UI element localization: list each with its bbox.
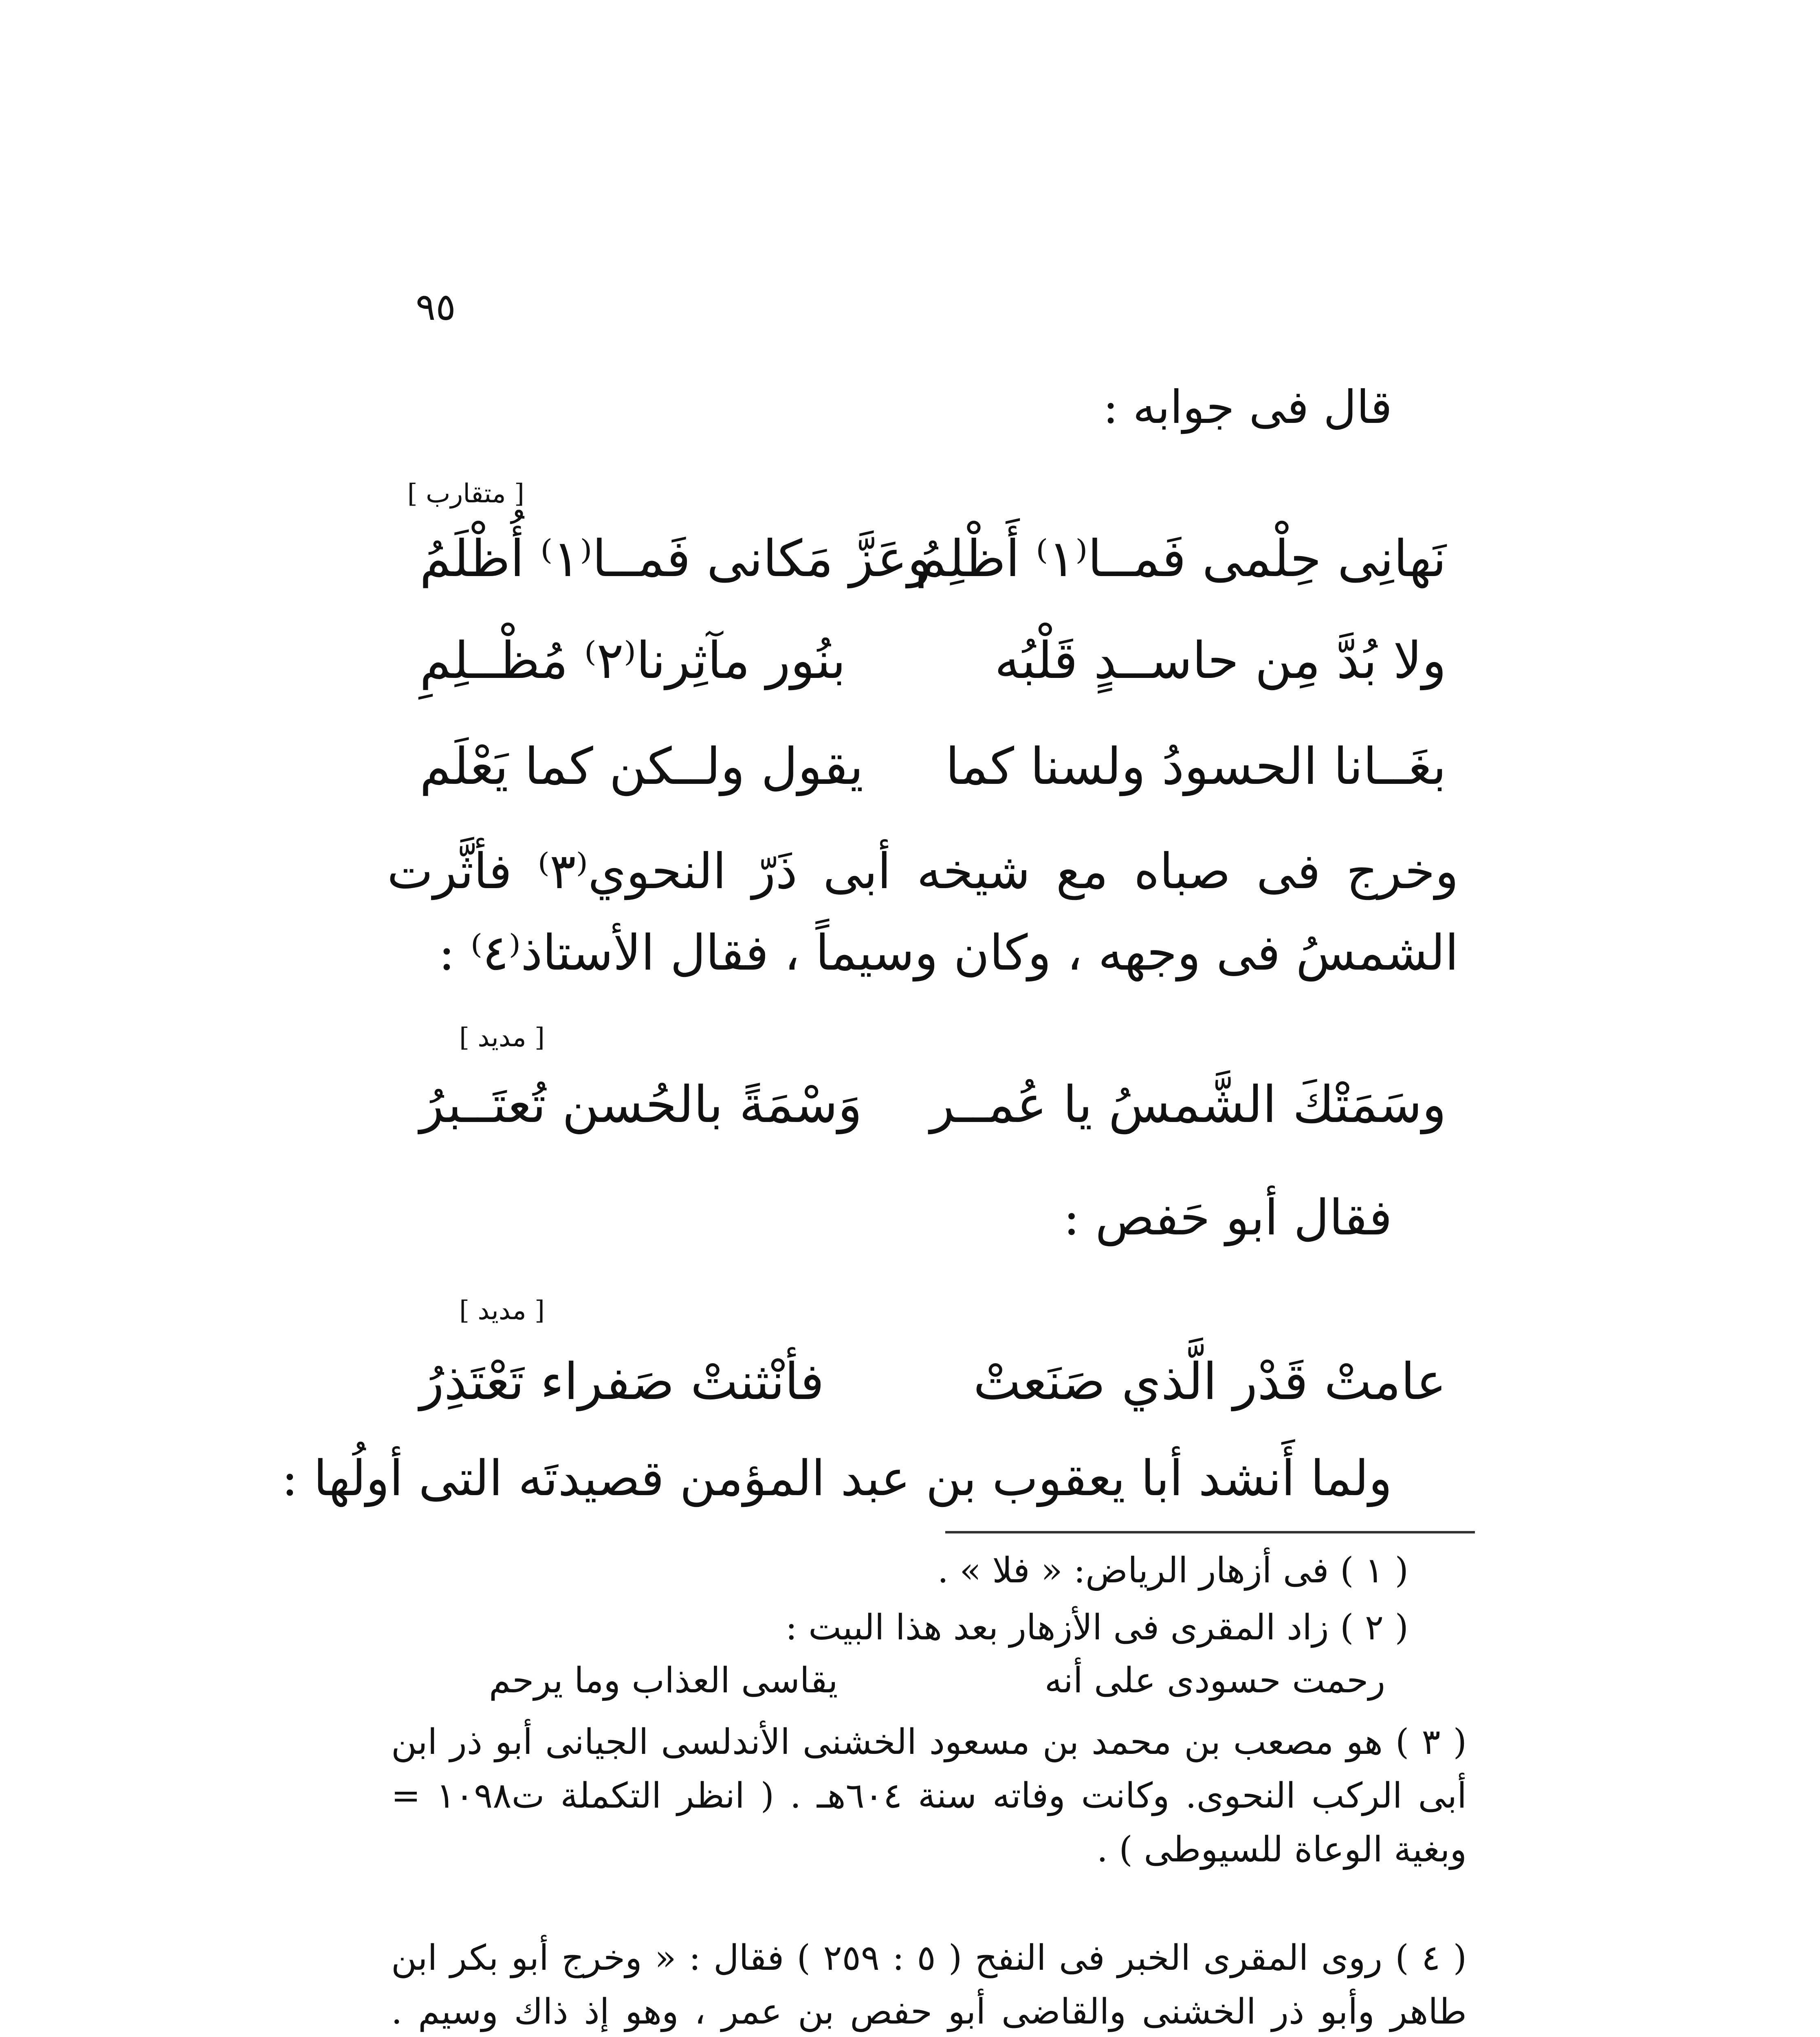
verse-hemistich-first: رحمت حسودى على أنه	[1044, 1660, 1385, 1701]
footnote-3: ( ٣ ) هو مصعب بن محمد بن مسعود الخشنى الأندلسى الجيانى أبو ذر ابن أبى الركب النحوى. وكانت وفاته سنة ٦٠٤هـ . ( انظر التكملة ت١٠٩٨ = وبغية الوعاة للسيوطى ) .	[391, 1722, 1467, 1870]
verse-line	[420, 737, 1446, 815]
verse-hemistich-first: نَهانِى حِلْمى فَمــا⁽١⁾ أَظْلِمُ	[915, 530, 1446, 588]
section-heading: قال فى جوابه :	[1103, 381, 1392, 434]
footnote-1: ( ١ ) فى أزهار الرياض: « فلا » .	[937, 1550, 1408, 1591]
prose-line: فقال أبو حَفص :	[1063, 1190, 1392, 1246]
prose-line: ولما أَنشد أبا يعقوب بن عبد المؤمن قصيدتَه التى أولُها :	[281, 1450, 1392, 1507]
prose-paragraph: وخرج فى صباه مع شيخه أبى ذَرّ النحوي⁽٣⁾ فأثَّرت الشمسُ فى وجهه ، وكان وسيماً ، فقال الأستاذ⁽٤⁾ :	[387, 843, 1459, 981]
verse-line	[420, 1076, 1446, 1153]
verse-hemistich-second: فأنْثنتْ صَفراء تَعْتَذِرُ	[420, 1353, 824, 1411]
verse-hemistich-second: يقاسى العذاب وما يرحم	[489, 1660, 838, 1701]
verse-line	[420, 631, 1446, 709]
verse-hemistich-first: عامتْ قَدْر الَّذي صَنَعتْ	[973, 1353, 1446, 1411]
verse-line	[420, 530, 1446, 607]
footnote-2: ( ٢ ) زاد المقرى فى الأزهار بعد هذا البيت :	[785, 1607, 1408, 1648]
footnote-divider	[945, 1531, 1475, 1533]
verse-line	[420, 1353, 1446, 1430]
verse-hemistich-second: يقول ولــكن كما يَعْلَم	[420, 737, 864, 796]
page-number: ٩٥	[416, 285, 456, 329]
meter-label: [ متقارب ]	[407, 479, 524, 509]
verse-hemistich-first: بغَــانا الحسودُ ولسنا كما	[945, 737, 1446, 796]
meter-label: [ مديد ]	[459, 1023, 545, 1053]
verse-hemistich-second: بنُور مآثِرنا⁽٢⁾ مُظْــلِمِ	[420, 631, 846, 690]
meter-label: [ مديد ]	[459, 1296, 545, 1326]
verse-hemistich-second: وَسْمَةً بالحُسن تُعتَــبرُ	[420, 1076, 863, 1134]
verse-hemistich-second: وعَزَّ مَكانى فَمــا⁽١⁾ أُظْلَمُ	[420, 530, 932, 588]
verse-hemistich-first: وسَمَتْكَ الشَّمسُ يا عُمــر	[930, 1076, 1446, 1134]
footnote-verse	[489, 1660, 1385, 1717]
verse-hemistich-first: ولا بُدَّ مِن حاســدٍ قَلْبُه	[995, 631, 1446, 690]
footnote-4: ( ٤ ) روى المقرى الخبر فى النفح ( ٥ : ٢٥٩ ) فقال : « وخرج أبو بكر ابن طاهر وأبو ذر الخشنى والقاضى أبو حفص بن عمر ، وهو إذ ذاك وسيم .	[391, 1938, 1467, 2032]
